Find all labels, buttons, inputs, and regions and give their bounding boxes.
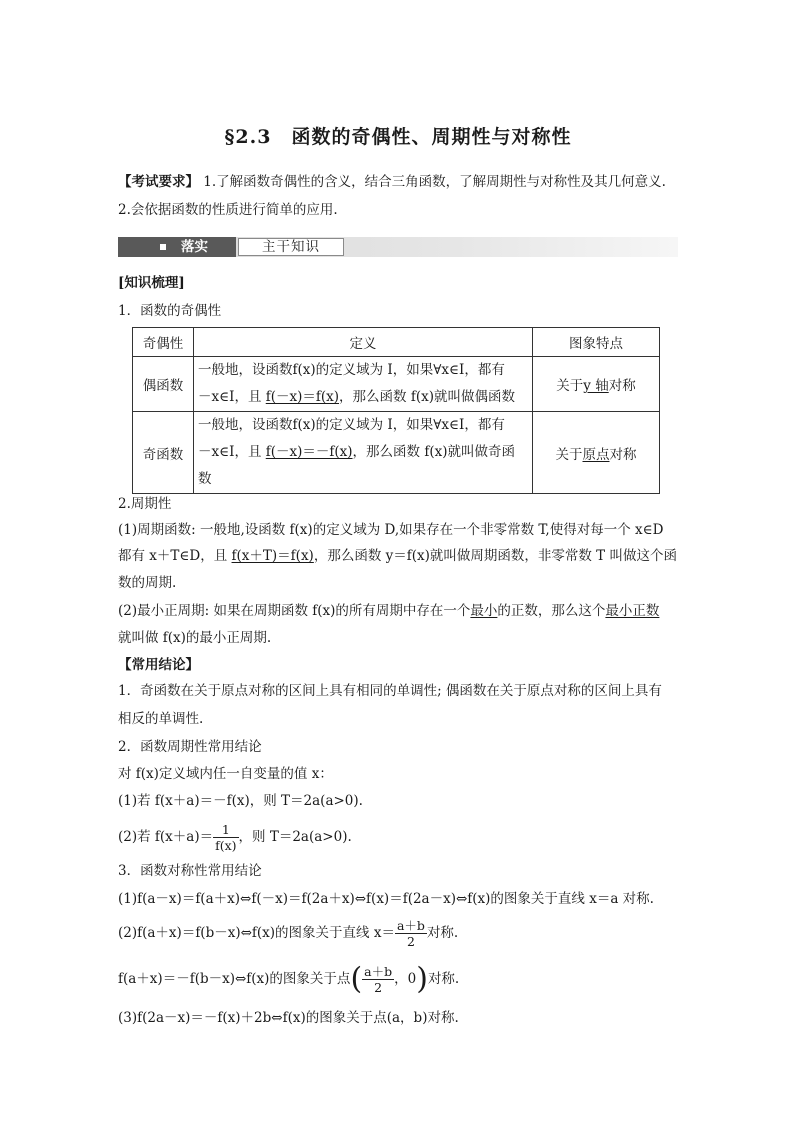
conclusion2-title: 2．函数周期性常用结论 xyxy=(118,739,262,755)
conclusion2-intro: 对 f(x)定义域内任一自变量的值 x： xyxy=(118,766,333,782)
fraction: $\frac{a+b}{2}$ xyxy=(364,964,393,995)
fraction: $\frac{1}{f(x)}$ xyxy=(215,822,237,853)
exam-requirements-line1: 【考试要求】 1.了解函数奇偶性的含义，结合三角函数，了解周期性与对称性及其几何意义. xyxy=(118,174,666,190)
table-cell-definition: 一般地，设函数f(x)的定义域为 I，如果∀x∈I，都有 －x∈I，且 f(－x)＝f(x)，那么函数 f(x)就叫做偶函数 xyxy=(194,357,533,412)
section2-title: 2.周期性 xyxy=(118,496,172,512)
table-cell-feature: 关于原点对称 xyxy=(533,412,660,494)
exam-requirements-line2: 2.会依据函数的性质进行简单的应用. xyxy=(118,202,338,218)
table-header-row xyxy=(133,328,660,357)
periodic-line5: 就叫做 f(x)的最小正周期. xyxy=(118,630,272,646)
common-conclusions-tag: 【常用结论】 xyxy=(118,657,199,673)
table-cell-feature: 关于y 轴对称 xyxy=(533,357,660,412)
table-cell-name: 奇函数 xyxy=(133,412,194,494)
periodic-line4: (2)最小正周期: 如果在周期函数 f(x)的所有周期中存在一个最小的正数，那么这个最小正数 xyxy=(118,603,660,619)
conclusion3-item1: (1)f(a－x)＝f(a＋x)⇔f(－x)＝f(2a＋x)⇔f(x)＝f(2a－x)⇔f(x)的图象关于直线 x＝a 对称. xyxy=(118,891,654,907)
right-paren: ) xyxy=(416,961,428,997)
conclusion1-line1: 1．奇函数在关于原点对称的区间上具有相同的单调性; 偶函数在关于原点对称的区间上具有 xyxy=(118,683,662,699)
table-cell-definition: 一般地，设函数f(x)的定义域为 I，如果∀x∈I，都有 －x∈I，且 f(－x)＝－f(x)，那么函数 f(x)就叫做奇函数 xyxy=(194,412,533,494)
section1-title: 1．函数的奇偶性 xyxy=(118,303,222,319)
parity-table xyxy=(132,327,660,494)
periodic-line1: (1)周期函数: 一般地,设函数 f(x)的定义域为 D,如果存在一个非零常数 T,使得对每一个 x∈D xyxy=(118,522,664,538)
table-header-cell: 奇偶性 xyxy=(133,328,194,357)
fraction: $\frac{a+b}{2}$ xyxy=(396,918,425,949)
conclusion3-item3: f(a＋x)＝－f(b－x)⇔f(x)的图象关于点( $\frac{a+b}{2}$ ，0)对称. xyxy=(118,961,460,997)
knowledge-tag: [知识梳理] xyxy=(118,275,185,291)
table-row xyxy=(133,357,660,412)
square-bullet-icon xyxy=(160,244,166,250)
exam-requirements-tag: 【考试要求】 xyxy=(118,174,199,190)
conclusion3-item4: (3)f(2a－x)＝－f(x)＋2b⇔f(x)的图象关于点(a，b)对称. xyxy=(118,1010,459,1026)
section-banner xyxy=(118,237,678,257)
conclusion1-line2: 相反的单调性. xyxy=(118,711,204,727)
banner-dark-segment xyxy=(118,237,236,257)
table-row xyxy=(133,412,660,494)
page-title: §2.3 函数的奇偶性、周期性与对称性 xyxy=(224,126,572,148)
left-paren: ( xyxy=(350,961,363,997)
table-header-cell: 定义 xyxy=(194,328,533,357)
periodic-line3: 数的周期. xyxy=(118,575,177,591)
periodic-line2: 都有 x＋T∈D，且 f(x＋T)＝f(x)，那么函数 y＝f(x)就叫做周期函数，非零常数 T 叫做这个函 xyxy=(118,548,677,564)
banner-dark-label: 落实 xyxy=(181,239,208,255)
conclusion3-title: 3．函数对称性常用结论 xyxy=(118,863,262,879)
banner-light-label: 主干知识 xyxy=(238,238,344,256)
conclusion3-item2: (2)f(a＋x)＝f(b－x)⇔f(x)的图象关于直线 x＝ $\frac{a+b}{2}$ 对称. xyxy=(118,918,459,949)
table-header-cell: 图象特点 xyxy=(533,328,660,357)
conclusion2-item1: (1)若 f(x＋a)＝－f(x)，则 T＝2a(a>0). xyxy=(118,793,363,809)
table-cell-name: 偶函数 xyxy=(133,357,194,412)
conclusion2-item2: (2)若 f(x＋a)＝ $\frac{1}{f(x)}$ ，则 T＝2a(a>0). xyxy=(118,822,352,853)
